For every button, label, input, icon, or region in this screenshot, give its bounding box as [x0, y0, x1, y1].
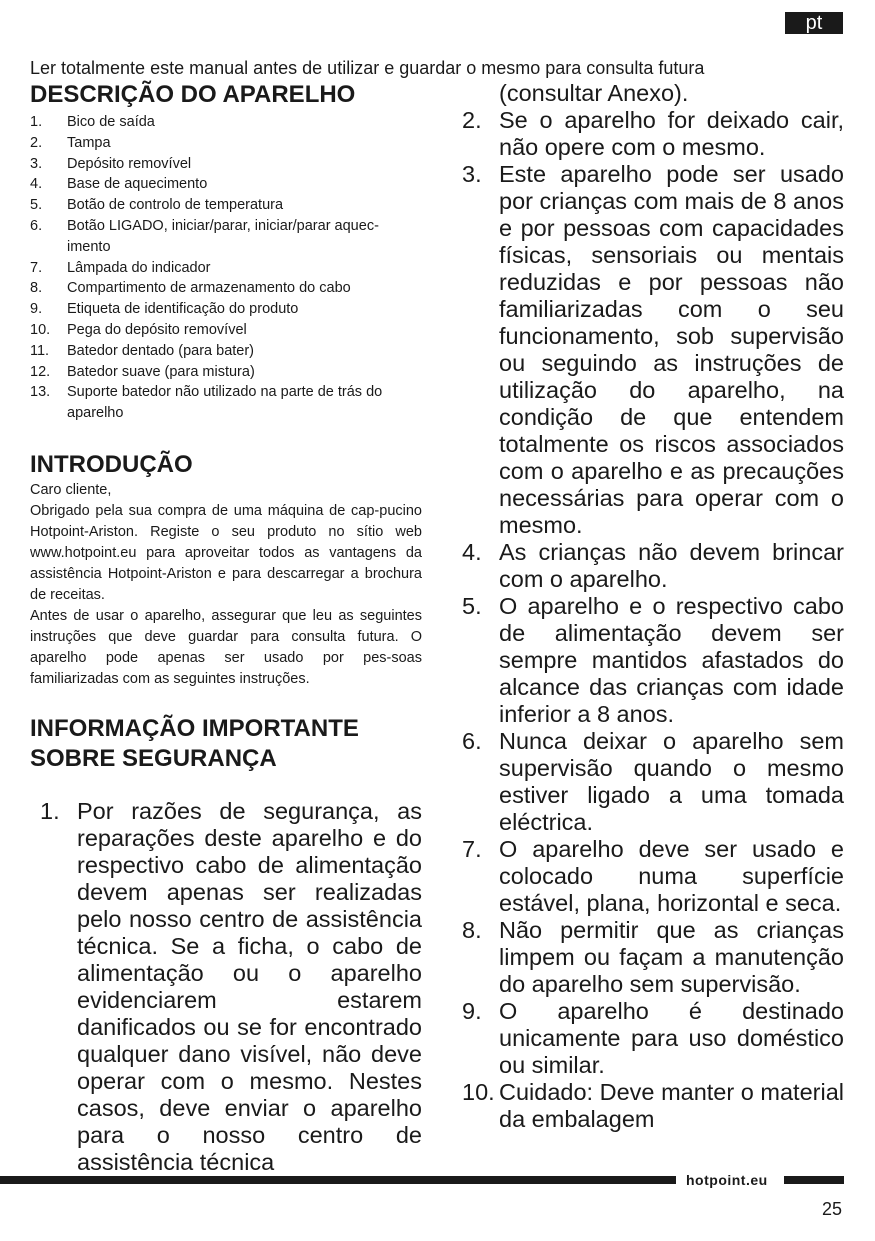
item-text: O aparelho é destinado unicamente para uso doméstico ou similar. — [499, 998, 844, 1078]
item-number: 6. — [462, 728, 482, 754]
safety-heading — [30, 714, 422, 774]
item-text: Depósito removível — [67, 155, 192, 172]
item-number: 1. — [40, 797, 60, 824]
safety-item — [462, 161, 844, 539]
item-number: 13. — [30, 384, 51, 401]
introduction-paragraph: Obrigado pela sua compra de uma máquina de cap-pucino Hotpoint-Ariston. Registe o seu produto no sítio web www.hotpoint.eu para aproveitar todos as vantagens da assistência Hotpoint-Ariston e para descarregar a brochura de receitas. — [30, 502, 422, 603]
item-text: Por razões de segurança, as reparações deste aparelho e do respectivo cabo de alimentação devem apenas ser realizadas pelo nosso centro de assistência técnica. Se a ficha, o cabo de alimentação ou o aparelho evidenciarem estarem danificados ou se for encontrado qualquer dano visível, não deve operar com o mesmo. Nestes casos, deve enviar o aparelho para o nosso centro de assistência técnica — [77, 797, 422, 1175]
item-text: Compartimento de armazenamento do cabo — [67, 280, 351, 297]
safety-item — [462, 1079, 844, 1133]
item-number: 12. — [30, 363, 51, 380]
item-text: Batedor suave (para mistura) — [67, 363, 255, 380]
list-item — [30, 362, 422, 383]
item-text: Nunca deixar o aparelho sem supervisão quando o mesmo estiver ligado a uma tomada eléctrica. — [499, 728, 844, 835]
item-text: Batedor dentado (para bater) — [67, 342, 255, 359]
item-number: 7. — [30, 259, 43, 276]
left-column — [30, 80, 422, 1176]
parts-list — [30, 112, 422, 424]
safety-item — [462, 836, 844, 917]
brand-logo: hotpoint.eu — [686, 1172, 768, 1188]
safety-item — [462, 593, 844, 728]
introduction-body — [30, 480, 422, 690]
item-text: As crianças não devem brincar com o aparelho. — [499, 539, 844, 592]
item-text: Lâmpada do indicador — [67, 259, 211, 276]
list-item — [30, 320, 422, 341]
safety-item — [462, 998, 844, 1079]
item-number: 5. — [462, 593, 482, 619]
item-number: 1. — [30, 114, 43, 130]
item-text: O aparelho e o respectivo cabo de alimentação devem ser sempre mantidos afastados do alcance das crianças com idade inferior a 8 anos. — [499, 593, 844, 727]
safety-item-continuation: (consultar Anexo). — [499, 80, 689, 106]
footer-rule-right — [784, 1176, 844, 1184]
list-item — [30, 195, 422, 216]
item-number: 6. — [30, 217, 43, 234]
item-number: 9. — [30, 301, 43, 318]
item-number: 9. — [462, 998, 482, 1024]
item-number: 5. — [30, 197, 43, 214]
footer-rule-left — [0, 1176, 676, 1184]
item-text: Botão LIGADO, iniciar/parar, iniciar/parar aquec-imento — [67, 217, 379, 255]
list-item — [30, 133, 422, 154]
safety-item — [40, 798, 422, 1176]
introduction-heading: INTRODUÇÃO — [30, 450, 193, 478]
item-text: Não permitir que as crianças limpem ou façam a manutenção do aparelho sem supervisão. — [499, 917, 844, 997]
safety-item — [462, 917, 844, 998]
item-text: Este aparelho pode ser usado por crianças com mais de 8 anos e por pessoas com capacidades físicas, sensoriais ou mentais reduzidas e por pessoas não familiarizadas com o seu funcionamento, sob supervisão ou seguindo as instruções de utilização do aparelho, na condição de que entendem totalmente os riscos associados com o aparelho e as precauções necessárias para operar com o mesmo. — [499, 161, 844, 538]
description-heading: DESCRIÇÃO DO APARELHO — [30, 81, 356, 108]
item-number: 4. — [30, 176, 43, 193]
item-text: Etiqueta de identificação do produto — [67, 301, 299, 318]
list-item — [30, 112, 422, 133]
item-number: 4. — [462, 539, 482, 565]
safety-item — [462, 107, 844, 161]
list-item — [30, 299, 422, 320]
item-number: 2. — [30, 134, 43, 151]
safety-item — [462, 539, 844, 593]
list-item — [30, 174, 422, 195]
item-text: Tampa — [67, 134, 111, 151]
list-item — [30, 154, 422, 175]
list-item — [30, 382, 422, 424]
item-number: 10. — [462, 1079, 495, 1105]
item-text: Botão de controlo de temperatura — [67, 197, 284, 214]
safety-heading-line: SOBRE SEGURANÇA — [30, 744, 277, 772]
safety-list-left — [30, 798, 422, 1176]
item-number: 3. — [462, 161, 482, 187]
item-number: 8. — [462, 917, 482, 943]
safety-list-right — [462, 107, 844, 1133]
item-text: Se o aparelho for deixado cair, não opere com o mesmo. — [499, 107, 844, 160]
list-item — [30, 341, 422, 362]
language-badge: pt — [785, 12, 843, 34]
item-text: Suporte batedor não utilizado na parte de trás do aparelho — [67, 384, 383, 422]
greeting: Caro cliente, — [30, 481, 112, 498]
item-text: Base de aquecimento — [67, 176, 208, 193]
item-text: O aparelho deve ser usado e colocado numa superfície estável, plana, horizontal e seca. — [499, 836, 844, 916]
list-item — [30, 216, 422, 258]
safety-heading-line: INFORMAÇÃO IMPORTANTE — [30, 714, 359, 742]
item-text: Cuidado: Deve manter o material da embalagem — [499, 1079, 844, 1132]
item-text: Bico de saída — [67, 114, 155, 130]
item-number: 7. — [462, 836, 482, 862]
right-column — [462, 80, 844, 1133]
safety-item — [462, 728, 844, 836]
list-item — [30, 258, 422, 279]
item-number: 11. — [30, 342, 50, 359]
page-number: 25 — [822, 1199, 843, 1219]
list-item — [30, 278, 422, 299]
item-text: Pega do depósito removível — [67, 321, 247, 338]
item-number: 3. — [30, 155, 43, 172]
item-number: 10. — [30, 321, 51, 338]
read-manual-notice: Ler totalmente este manual antes de utilizar e guardar o mesmo para consulta futura — [30, 58, 705, 78]
introduction-paragraph: Antes de usar o aparelho, assegurar que leu as seguintes instruções que deve guardar para consulta futura. O aparelho pode apenas ser usado por pes-soas familiarizadas com as seguintes instruções. — [30, 607, 422, 687]
item-number: 8. — [30, 280, 43, 297]
item-number: 2. — [462, 107, 482, 133]
